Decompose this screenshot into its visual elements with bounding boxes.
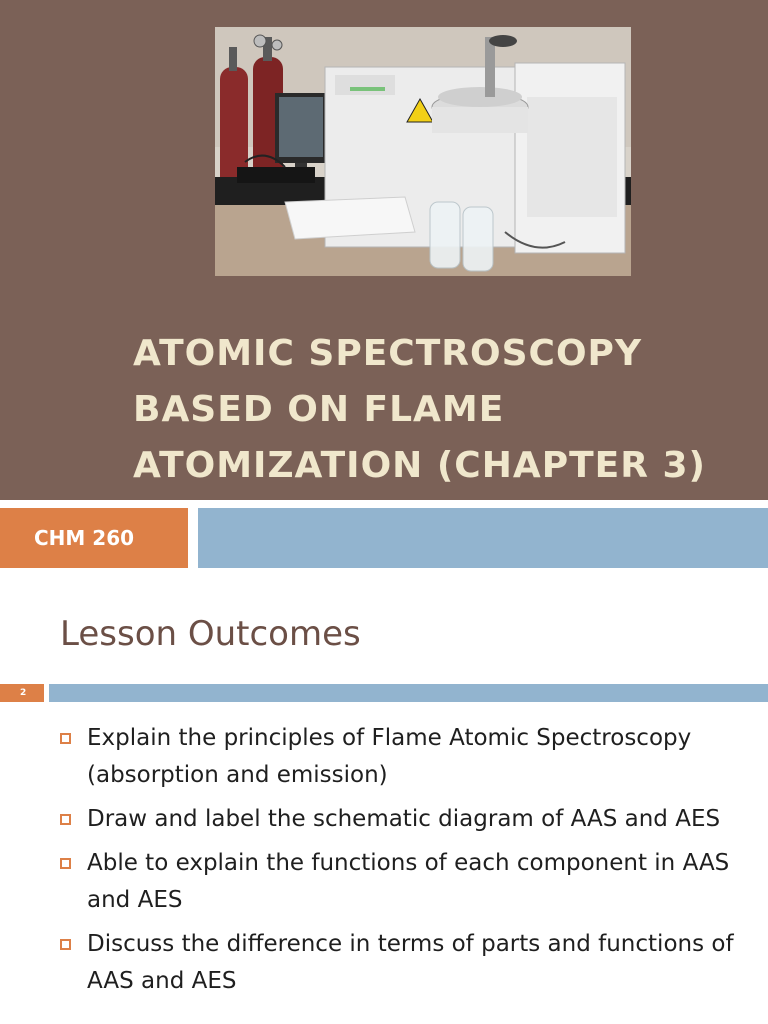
square-bullet-icon [60, 733, 71, 744]
slide-number: 2 [20, 688, 27, 698]
square-bullet-icon [60, 939, 71, 950]
spectrometer-illustration [215, 27, 631, 276]
course-code-box [0, 508, 188, 568]
outcome-item [60, 801, 740, 838]
outcome-item [60, 926, 740, 1000]
outcome-item [60, 720, 740, 794]
outcome-text: Discuss the difference in terms of parts and functions of AAS and AES [87, 931, 734, 994]
outcome-text: Draw and label the schematic diagram of AAS and AES [87, 806, 721, 832]
outcome-text: Able to explain the functions of each component in AAS and AES [87, 850, 730, 913]
slide-number-box [0, 684, 44, 702]
title-slide [0, 0, 768, 500]
square-bullet-icon [60, 814, 71, 825]
lesson-outcomes-heading: Lesson Outcomes [60, 614, 361, 654]
spectrometer-photo [215, 27, 631, 276]
square-bullet-icon [60, 858, 71, 869]
slide2-accent-bar [49, 684, 768, 702]
title-line-3: ATOMIZATION (CHAPTER 3) [133, 445, 706, 486]
slide-title [133, 326, 753, 494]
title-line-2: BASED ON FLAME [133, 389, 505, 430]
outcome-text: Explain the principles of Flame Atomic Spectroscopy (absorption and emission) [87, 725, 692, 788]
course-code: CHM 260 [34, 526, 135, 550]
outcome-item [60, 845, 740, 919]
title-line-1: ATOMIC SPECTROSCOPY [133, 333, 643, 374]
outcomes-list [60, 720, 740, 1007]
title-accent-bar [198, 508, 768, 568]
